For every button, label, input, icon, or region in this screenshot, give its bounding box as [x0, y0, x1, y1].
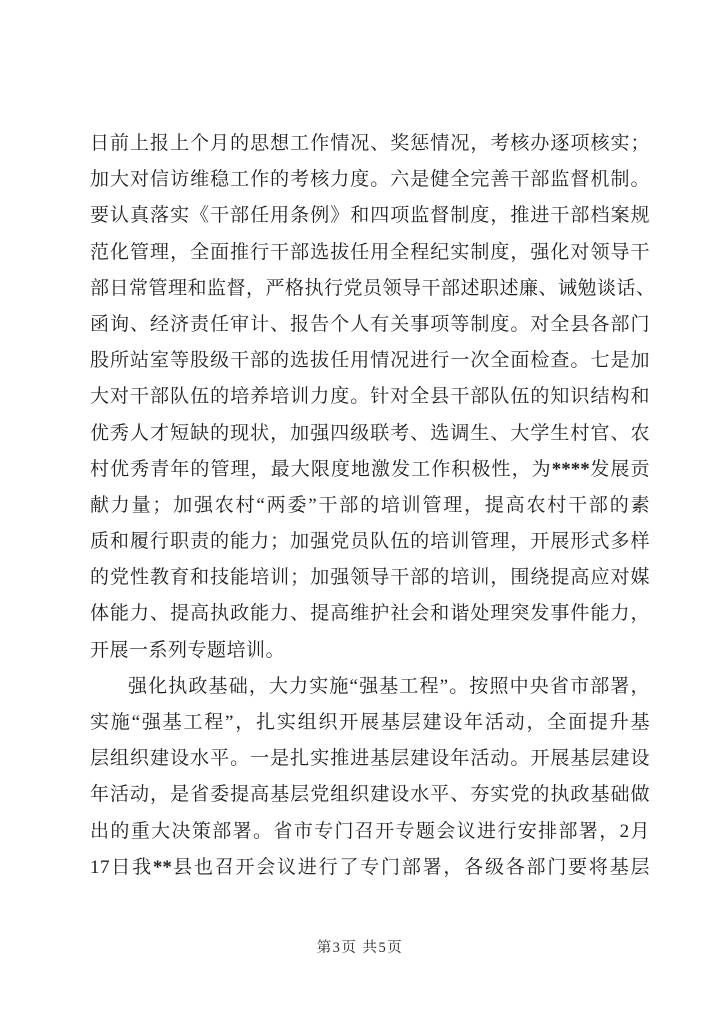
text-line: 出的重大决策部署。省市专门召开专题会议进行安排部署，2月 [90, 820, 650, 842]
text-line: 层组织建设水平。一是扎实推进基层建设年活动。开展基层建设 [90, 748, 650, 770]
text-line: 部日常管理和监督，严格执行党员领导干部述职述廉、诫勉谈话、 [90, 277, 656, 299]
text-line: 函询、经济责任审计、报告个人有关事项等制度。对全县各部门 [90, 313, 650, 335]
text-line: 17日我**县也召开会议进行了专门部署，各级各部门要将基层 [90, 856, 650, 878]
text-line: 要认真落实《干部任用条例》和四项监督制度，推进干部档案规 [90, 205, 650, 227]
text-line: 加大对信访维稳工作的考核力度。六是健全完善干部监督机制。 [90, 169, 650, 191]
text-line: 开展一系列专题培训。 [90, 639, 286, 661]
document-text-block [90, 126, 656, 886]
text-line: 实施“强基工程”，扎实组织开展基层建设年活动，全面提升基 [90, 712, 650, 733]
text-line: 年活动，是省委提高基层党组织建设水平、夯实党的执政基础做 [90, 784, 650, 806]
text-line: 献力量；加强农村“两委”干部的培训管理，提高农村干部的素 [90, 494, 650, 516]
text-line: 强化执政基础，大力实施“强基工程”。按照中央省市部署， [128, 675, 650, 697]
text-line: 的党性教育和技能培训；加强领导干部的培训，围绕提高应对媒 [90, 567, 650, 589]
text-line: 范化管理，全面推行干部选拔任用全程纪实制度，强化对领导干 [90, 241, 650, 263]
text-line: 体能力、提高执政能力、提高维护社会和谐处理突发事件能力， [90, 603, 650, 625]
text-line: 大对干部队伍的培养培训力度。针对全县干部队伍的知识结构和 [90, 386, 650, 408]
text-line: 日前上报上个月的思想工作情况、奖惩情况，考核办逐项核实； [90, 133, 650, 154]
text-line: 质和履行职责的能力；加强党员队伍的培训管理，开展形式多样 [90, 531, 650, 553]
text-line: 股所站室等股级干部的选拔任用情况进行一次全面检查。七是加 [90, 350, 650, 372]
text-line: 村优秀青年的管理，最大限度地激发工作积极性，为****发展贡 [90, 458, 650, 480]
text-line: 优秀人才短缺的现状，加强四级联考、选调生、大学生村官、农 [90, 422, 650, 444]
page-number-footer: 第3页 共5页 [316, 940, 404, 956]
